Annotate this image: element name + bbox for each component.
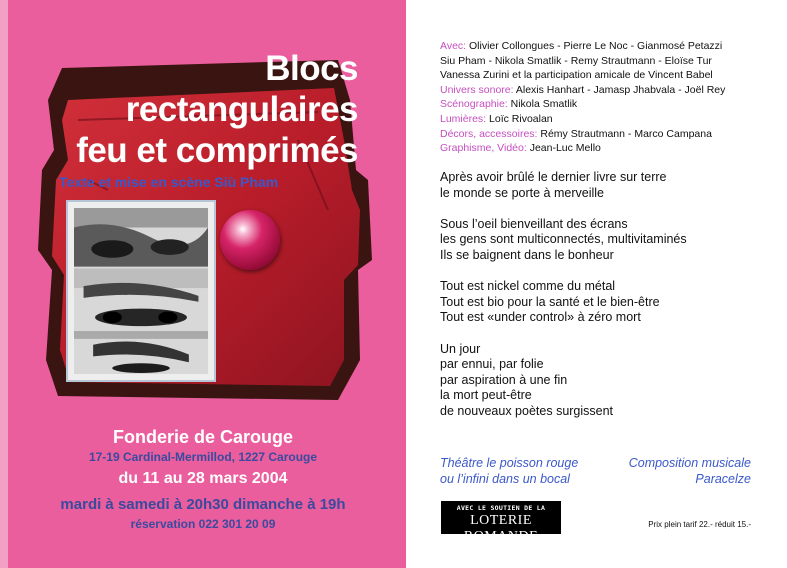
show-dates: du 11 au 28 mars 2004 (118, 470, 288, 487)
credit-line: Univers sonore: Alexis Hanhart - Jamasp Jhabvala - Joël Rey (440, 83, 726, 96)
poem-line: Tout est «under control» à zéro mort (440, 310, 641, 325)
credit-line: Décors, accessoires: Rémy Strautmann - Marco Campana (440, 127, 712, 140)
poster-title (76, 48, 358, 171)
title-line: rectangulaires (125, 90, 358, 129)
poem-line: Sous l’oeil bienveillant des écrans (440, 216, 628, 231)
poem-line: les gens sont multiconnectés, multivitaminés (440, 232, 687, 247)
title-line: feu et comprimés (76, 131, 358, 170)
poem-line: Tout est bio pour la santé et le bien-être (440, 294, 660, 309)
poem-stanza (440, 279, 687, 326)
red-sphere (220, 210, 280, 270)
credit-line: Graphisme, Vidéo: Jean-Luc Mello (440, 142, 601, 155)
poem-line: par aspiration à une fin (440, 372, 568, 387)
credit-line: Siu Pham - Nikola Smatlik - Remy Strautmann - Eloïse Tur (440, 54, 712, 67)
poem-line: Un jour (440, 341, 481, 356)
title-line: Blocs (265, 49, 358, 88)
credit-line: Scénographie: Nikola Smatlik (440, 98, 578, 111)
poem-line: le monde se porte à merveille (440, 185, 604, 200)
credit-line: Avec: Olivier Collongues - Pierre Le Noc - Gianmosé Petazzi (440, 40, 723, 52)
sponsor-logo-text: LOTERIE ROMANDE (463, 513, 539, 544)
poem-line: de nouveaux poètes surgissent (440, 403, 614, 418)
credit-line: Vanessa Zurini et la participation amicale de Vincent Babel (440, 69, 713, 82)
poem-line: Après avoir brûlé le dernier livre sur terre (440, 170, 667, 184)
loterie-romande-logo (441, 501, 561, 544)
poem-line: Tout est nickel comme du métal (440, 279, 616, 294)
sponsor-small-text: AVEC LE SOUTIEN DE LA (456, 504, 546, 512)
poem-stanza (440, 217, 687, 264)
venue-name: Fonderie de Carouge (112, 427, 294, 447)
credits (440, 39, 725, 156)
reservation: réservation 022 301 20 09 (130, 517, 276, 531)
poem-line: la mort peut-être (440, 388, 532, 403)
poem-line: Ils se baignent dans le bonheur (440, 247, 614, 262)
poem-stanza (440, 170, 687, 201)
show-times: mardi à samedi à 20h30 dimanche à 19h (60, 496, 346, 513)
company-name: Théâtre le poisson rouge ou l’infini dans un bocal (440, 456, 579, 486)
poem-stanza (440, 342, 687, 420)
music-credit: Composition musicale Paracelze (628, 456, 751, 486)
faces-photo (66, 200, 216, 382)
poem-line: par ennui, par folie (440, 357, 544, 372)
credit-line: Lumières: Loïc Rivoalan (440, 112, 553, 125)
subtitle: Texte et mise en scène Siù Pham (59, 174, 279, 190)
poem (440, 170, 687, 435)
price-info: Prix plein tarif 22.- réduit 15.- (648, 520, 751, 529)
venue-address: 17-19 Cardinal-Mermillod, 1227 Carouge (88, 450, 318, 464)
